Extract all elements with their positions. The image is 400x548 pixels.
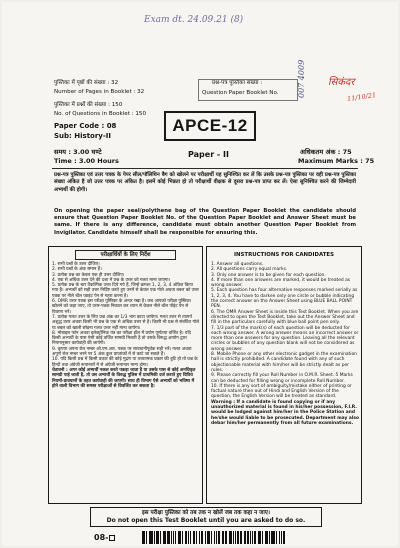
list-item: 8. मोबाइल फोन अथवा इलेक्ट्रॉनिक यंत्र का परीक्षा हॉल में प्रयोग पूर्णतया वर्जित है। यदि किसी अभ्यर्थी के पास ऐसी कोई वर्जित सामग्री मिलती है तो उसके विरुद्ध आयोग द्वारा नियमानुसार कार्यवाही की जायेगी।	[52, 330, 191, 347]
handwritten-sign-date: 11/10/21	[346, 91, 377, 103]
list-item: 7. प्रत्येक गलत उत्तर के लिए प्रश्न अंक का 1/3 भाग काटा जायेगा। गलत उत्तर से तात्पर्य अशुद्ध उत्तर अथवा किसी भी प्रश्न के एक से अधिक उत्तर से है। किसी भी प्रश्न से संबंधित गोले या बबल को खाली छोड़ना गलत उत्तर नहीं माना जायेगा।	[52, 314, 200, 331]
hindi-instructions-title: परीक्षार्थियों के लिए निर्देश	[75, 250, 176, 260]
questions-count-english: No. of Questions in Booklet : 150	[54, 111, 147, 117]
do-not-open-box	[90, 507, 322, 527]
banner-english: On opening the paper seal/polythene bag of the Question Paper Booklet the candidate should ensure that Question Paper Booklet No. of the Question Paper Booklet and Answer Sheet must be same. If there is any difference, candidate must obtain another Question Paper Booklet from Invigilator. Candidate himself shall be responsible for ensuring this.	[54, 208, 356, 236]
list-item: 4. If more than one answers are marked, it would be treated as wrong answer.	[211, 277, 351, 289]
list-item: 4. एक से अधिक उत्तर देने की दशा में प्रश्न के उत्तर को गलत माना जाएगा।	[52, 277, 171, 283]
banner-hindi: प्रश्न-पत्र पुस्तिका एवं उत्तर पत्रक के पेपर सील/पॉलिथिन बैग को खोलने पर परीक्षार्थी यह सुनिश्चित कर लें कि उसके प्रश्न-पत्र पुस्तिका पर वही प्रश्न-पत्र पुस्तिका संख्या अंकित है जो उत्तर पत्रक पर अंकित है। इसमें कोई भिन्नता हो तो परीक्षार्थी वीक्षक से दूसरा प्रश्न-पत्र प्राप्त कर लें। ऐसा सुनिश्चित करने की जिम्मेदारी अभ्यर्थी की होगी।	[54, 172, 356, 193]
list-item: 9. Please correctly fill your Roll Number in O.M.R. Sheet. 5 Marks can be deducted for filling wrong or incomplete Roll Number.	[211, 373, 353, 384]
list-item: 5. Each question has four alternative responses marked serially as 1, 2, 3, 4. You have to darken only one circle or bubble indicating the correct answer on the Answer Sheet using BLUE BALL POINT PEN.	[211, 288, 358, 310]
list-item: 6. OMR उत्तर पत्रक इस परीक्षा पुस्तिका के अन्दर रखा है। जब आपको परीक्षा पुस्तिका खोलने को कहा जाए, तो उत्तर-पत्रक निकाल कर ध्यान से केवल नीले बॉल पॉइंट पेन से विवरण भरें।	[52, 299, 191, 315]
list-item: 10. If there is any sort of ambiguity/mistake either of printing or factual nature then out of Hindi and English Version of the question, the English Version will be treated as standard.	[211, 383, 352, 400]
english-instructions-box	[206, 246, 362, 504]
pages-count-hindi: पुस्तिका में पृष्ठों की संख्या : 32	[54, 80, 119, 86]
questions-count-hindi: पुस्तिका में प्रश्नों की संख्या : 150	[54, 102, 123, 108]
footer-code-text: 08-	[94, 533, 109, 542]
barcode	[142, 531, 302, 544]
time-hindi: समय : 3.00 घण्टे	[54, 148, 102, 156]
booklet-number-label-hindi: प्रश्न-पत्र पुस्तिका संख्या :	[212, 80, 263, 86]
time-english: Time : 3.00 Hours	[54, 157, 119, 165]
english-instructions-title: INSTRUCTIONS FOR CANDIDATES	[234, 252, 334, 258]
list-item: 7. 1/3 part of the mark(s) of each question will be deducted for each wrong answer. A wrong answer means an incorrect answer or more than one answers for any question. Leaving all the relevant circles or bubbles of any question blank will not be considered as wrong answer.	[211, 325, 359, 352]
do-not-open-english: Do not open this Test Booklet until you are asked to do so.	[106, 517, 306, 524]
hindi-instructions-list	[52, 262, 200, 389]
subject: Sub: History-II	[54, 132, 111, 140]
footer-square-icon	[109, 535, 115, 541]
hindi-instructions-box	[48, 246, 203, 504]
list-item: 8. Mobile Phone or any other electronic gadget in the examination hall is strictly prohibited. A candidate found with any of such objectionable material with him/her will be strictly dealt as per rules.	[211, 352, 357, 373]
question-booklet-cover	[2, 2, 398, 546]
max-marks-hindi: अधिकतम अंक : 75	[300, 148, 352, 156]
max-marks-english: Maximum Marks : 75	[298, 157, 375, 165]
list-item: 9. कृपया अपना रोल नम्बर ओ.एम.आर. पत्रक पर सावधानीपूर्वक सही भरें। गलत अथवा अपूर्ण रोल नम्बर भरने पर 5 अंक कुल प्राप्तांकों में से काटे जा सकते हैं।	[52, 346, 192, 358]
exam-code: APCE-12	[172, 116, 248, 135]
list-item: 6. The OMR Answer Sheet is inside this Test Booklet. When you are directed to open the Test Booklet, take out the Answer Sheet and fill in the particulars carefully with blue ball point pen only.	[211, 309, 359, 326]
paper-number: Paper - II	[188, 150, 229, 159]
booklet-number-box	[198, 79, 298, 101]
list-item: 2. All questions carry equal marks.	[211, 267, 288, 273]
footer-code	[94, 534, 115, 542]
handwritten-signature: सिकंदर	[328, 77, 355, 88]
list-item: 10. यदि किसी प्रश्न में किसी प्रकार की कोई मुद्रण या तथ्यात्मक प्रकार की त्रुटि हो तो प्रश्न के हिन्दी तथा अंग्रेजी रूपान्तरों में से अंग्रेजी रूपान्तर मान्य होगा।	[52, 357, 198, 368]
exam-code-box	[164, 111, 256, 141]
list-item: 5. प्रत्येक प्रश्न के चार वैकल्पिक उत्तर दिये गये हैं, जिन्हें क्रमशः 1, 2, 3, 4 अंकित किया गया है। अभ्यर्थी को सही उत्तर निर्दिष्ट करते हुए उनमें से केवल एक गोले अथवा बबल को उत्तर पत्रक पर नीले बॉल प्वाइंट पेन से गहरा करना है।	[52, 283, 199, 299]
warning-hindi: चेतावनी : अगर कोई अभ्यर्थी नकल करते पकड़ा जाता है या उसके पास से कोई अनधिकृत सामग्री पाई जाती है, तो उस अभ्यर्थी के विरुद्ध पुलिस में प्राथमिकी दर्ज कराते हुए विविध नियमों-प्रावधानों के तहत कार्यवाही की जाएगी। साथ ही विभाग ऐसे अभ्यर्थी को भविष्य में होने वाली विभाग की समस्त परीक्षाओं से विवर्जित कर सकता है।	[52, 367, 196, 389]
handwritten-exam-date: Exam dt. 24.09.21 (8)	[144, 15, 244, 25]
list-item: 1. सभी प्रश्नों के उत्तर दीजिए।	[52, 262, 100, 267]
list-item: 3. प्रत्येक प्रश्न का केवल एक ही उत्तर दीजिए।	[52, 272, 125, 278]
list-item: 2. सभी प्रश्नों के अंक समान हैं।	[52, 267, 102, 273]
english-instructions-list	[211, 262, 359, 426]
header-divider	[52, 168, 358, 169]
paper-code: Paper Code : 08	[54, 122, 117, 130]
pages-count-english: Number of Pages in Booklet : 32	[54, 89, 145, 95]
handwritten-booklet-number: 007 4009	[297, 59, 306, 98]
list-item: 1. Answer all questions.	[211, 262, 264, 267]
list-item: 3. Only one answer is to be given for each question.	[211, 272, 326, 278]
warning-english: Warning : If a candidate is found copying or if any unauthorized material is found in his/her possession, F.I.R. would be lodged against him/her in the Police Station and he/she would liable to be prosecuted. Department may also debar him/her permanently from all future examinations.	[211, 399, 359, 426]
do-not-open-hindi: इस परीक्षा पुस्तिका को तब तक न खोलें जब तक कहा न जाए।	[141, 510, 270, 516]
booklet-number-label-english: Question Paper Booklet No.	[202, 90, 279, 96]
